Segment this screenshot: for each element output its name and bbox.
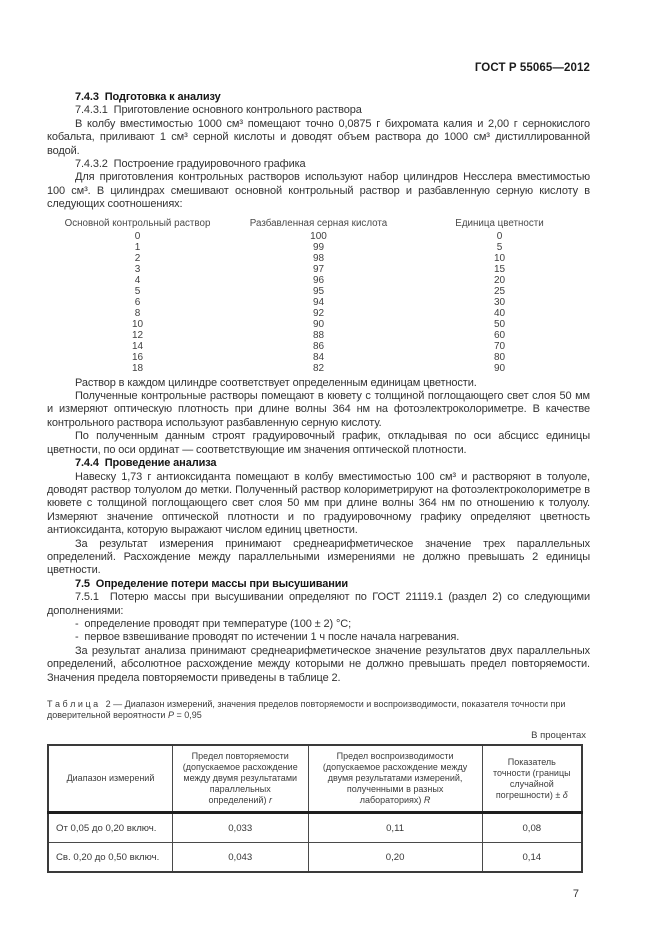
listing-row — [47, 275, 590, 286]
listing-cell: 90 — [312, 318, 325, 330]
table2-col-repeatability-symbol: r — [268, 795, 272, 805]
listing-header-diluted-acid: Разбавленная серная кислота — [249, 217, 388, 229]
table2-col-reproducibility-symbol: R — [423, 795, 431, 805]
paragraph-measurement-result: За результат измерения принимают среднеарифметическое значение трех параллельных определений. Расхождение между параллельными измерениями не должно превышать 2 единицы цветности. — [47, 537, 590, 577]
table2-cell: 0,14 — [482, 843, 582, 873]
section-7-4-4-heading: 7.4.4 Проведение анализа — [75, 457, 217, 470]
listing-row — [47, 352, 590, 363]
listing-cell: 98 — [312, 252, 325, 264]
section-7-4-3-heading: 7.4.3 Подготовка к анализу — [75, 91, 221, 103]
table2-cell: Св. 0,20 до 0,50 включ. — [48, 843, 172, 873]
table2-cell: От 0,05 до 0,20 включ. — [48, 813, 172, 843]
listing-cell: 2 — [134, 252, 141, 264]
paragraph-each-cylinder: Раствор в каждом цилиндре соответствует определенным единицам цветности. — [75, 376, 477, 389]
listing-cell: 95 — [312, 285, 325, 297]
table2-col-repeatability-text: Предел повторяемости (допускаемое расхождение между двумя результатами параллельных определений) — [182, 751, 298, 805]
clause-7-4-3-1-heading: 7.4.3.1 Приготовление основного контрольного раствора — [75, 104, 362, 117]
listing-cell: 20 — [493, 274, 506, 286]
listing-row — [47, 319, 590, 330]
table2-header-row — [48, 745, 582, 813]
table2-row — [48, 843, 582, 873]
listing-row — [47, 297, 590, 308]
listing-cell: 4 — [134, 274, 141, 286]
listing-header-color-unit: Единица цветности — [455, 217, 544, 229]
listing-cell: 10 — [131, 318, 144, 330]
listing-cell: 6 — [134, 296, 141, 308]
listing-row — [47, 286, 590, 297]
listing-row — [47, 264, 590, 275]
table2-col-reproducibility-text: Предел воспроизводимости (допускаемое расхождение между двумя результатами измерений, полученными в разных лабораториях) — [322, 751, 468, 805]
listing-cell: 25 — [493, 285, 506, 297]
table2-col-accuracy-text: Показатель точности (границы случайной погрешности) ± — [493, 756, 571, 800]
listing-cell: 12 — [131, 329, 144, 341]
page-content — [47, 62, 593, 900]
listing-cell: 88 — [312, 329, 325, 341]
paragraph-main-control-solution: В колбу вместимостью 1000 см³ помещают точно 0,0875 г бихромата калия и 2,00 г сернокислого кобальта, приливают 1 см³ серной кислоты и доводят объем раствора до 1000 см³ дистиллированной водой. — [47, 117, 590, 157]
listing-cell: 8 — [134, 307, 141, 319]
table2-caption-tail: = 0,95 — [173, 710, 202, 720]
paragraph-cuvette-measurement: Полученные контрольные растворы помещают в кювету с толщиной поглощающего свет слоя 50 мм и измеряют оптическую плотность при длине волны 364 нм на фотоэлектроколориметре. В качестве контрольного раствора используют разбавленную серную кислоту. — [47, 390, 590, 429]
table2-col-range: Диапазон измерений — [48, 745, 172, 813]
paragraph-calibration-graph: По полученным данным строят градуировочный график, откладывая по оси абсцисс единицы цветности, по оси ординат — соответствующие им значения оптической плотности. — [47, 430, 590, 456]
listing-cell: 5 — [134, 285, 141, 297]
listing-cell: 40 — [493, 307, 506, 319]
listing-cell: 84 — [312, 351, 325, 363]
table2-cell: 0,043 — [172, 843, 308, 873]
listing-cell: 97 — [312, 263, 325, 275]
paragraph-sample-analysis: Навеску 1,73 г антиоксиданта помещают в колбу вместимостью 100 см³ и растворяют в толуоле, доводят раствор толуолом до метки. Полученный раствор колориметрируют на фотоэлектроколориметре в кювете с толщиной поглощающего свет слоя 50 мм при длине волны 364 нм по отношению к толуолу. Измеряют значение оптической плотности и по градуировочному графику определяют цветность антиоксиданта, которую выражают числом единиц цветности. — [47, 470, 590, 537]
table2-col-accuracy — [482, 745, 582, 813]
listing-cell: 50 — [493, 318, 506, 330]
table2-col-accuracy-symbol: δ — [562, 789, 568, 800]
listing-cell: 14 — [131, 340, 144, 352]
listing-row — [47, 242, 590, 253]
table2-caption-symbol-p: P — [167, 710, 174, 720]
listing-cell: 92 — [312, 307, 325, 319]
listing-cell: 18 — [131, 362, 144, 374]
list-item-temperature: - определение проводят при температуре (100 ± 2) °С; — [75, 617, 352, 630]
table2-cell: 0,08 — [482, 813, 582, 843]
listing-cell: 100 — [310, 230, 327, 242]
table2-cell: 0,033 — [172, 813, 308, 843]
listing-row — [47, 231, 590, 242]
table2-col-reproducibility — [308, 745, 482, 813]
ratio-listing — [47, 218, 590, 374]
table2 — [47, 744, 583, 873]
listing-row — [47, 253, 590, 264]
paragraph-analysis-result: За результат анализа принимают среднеарифметическое значение результатов двух параллельных определений, абсолютное расхождение между которыми не должно превышать предел повторяемости. Значения предела повторяемости приведены в таблице 2. — [47, 644, 590, 684]
table2-col-repeatability — [172, 745, 308, 813]
listing-cell: 3 — [134, 263, 141, 275]
listing-header-main-solution: Основной контрольный раствор — [64, 217, 211, 229]
table2-units-note: В процентах — [531, 730, 586, 741]
listing-cell: 15 — [493, 263, 506, 275]
listing-cell: 70 — [493, 340, 506, 352]
ratio-listing-header — [47, 218, 590, 229]
listing-cell: 16 — [131, 351, 144, 363]
listing-row — [47, 363, 590, 374]
clause-7-4-3-2-heading: 7.4.3.2 Построение градуировочного графика — [75, 158, 306, 171]
listing-cell: 82 — [312, 362, 325, 374]
listing-cell: 80 — [493, 351, 506, 363]
page-number: 7 — [572, 888, 579, 900]
clause-7-5-1-paragraph: 7.5.1 Потерю массы при высушивании определяют по ГОСТ 21119.1 (раздел 2) со следующими дополнениями: — [47, 591, 593, 617]
table2-caption — [47, 699, 590, 721]
section-7-5-heading: 7.5 Определение потери массы при высушивании — [75, 577, 349, 590]
listing-cell: 5 — [496, 241, 503, 253]
list-item-first-weighing: - первое взвешивание проводят по истечении 1 ч после начала нагревания. — [75, 631, 460, 644]
listing-cell: 90 — [493, 362, 506, 374]
listing-cell: 96 — [312, 274, 325, 286]
listing-cell: 60 — [493, 329, 506, 341]
table2-cell: 0,11 — [308, 813, 482, 843]
table2-row — [48, 813, 582, 843]
standard-reference: ГОСТ Р 55065—2012 — [474, 62, 590, 74]
listing-cell: 86 — [312, 340, 325, 352]
paragraph-nessler-cylinders: Для приготовления контрольных растворов используют набор цилиндров Несслера вместимостью 100 см³. В цилиндрах смешивают основной контрольный раствор и разбавленную серную кислоту в следующих соотношениях: — [47, 171, 590, 211]
listing-cell: 0 — [134, 230, 141, 242]
listing-cell: 99 — [312, 241, 325, 253]
listing-cell: 1 — [134, 241, 141, 253]
listing-cell: 30 — [493, 296, 506, 308]
ratio-listing-rows — [47, 231, 590, 374]
listing-row — [47, 308, 590, 319]
listing-cell: 10 — [493, 252, 506, 264]
listing-row — [47, 341, 590, 352]
listing-cell: 94 — [312, 296, 325, 308]
listing-row — [47, 330, 590, 341]
table2-caption-text: Т а б л и ц а 2 — Диапазон измерений, значения пределов повторяемости и воспроизводимости, показателя точности при доверительной вероятности — [47, 699, 568, 720]
listing-cell: 0 — [496, 230, 503, 242]
table2-cell: 0,20 — [308, 843, 482, 873]
